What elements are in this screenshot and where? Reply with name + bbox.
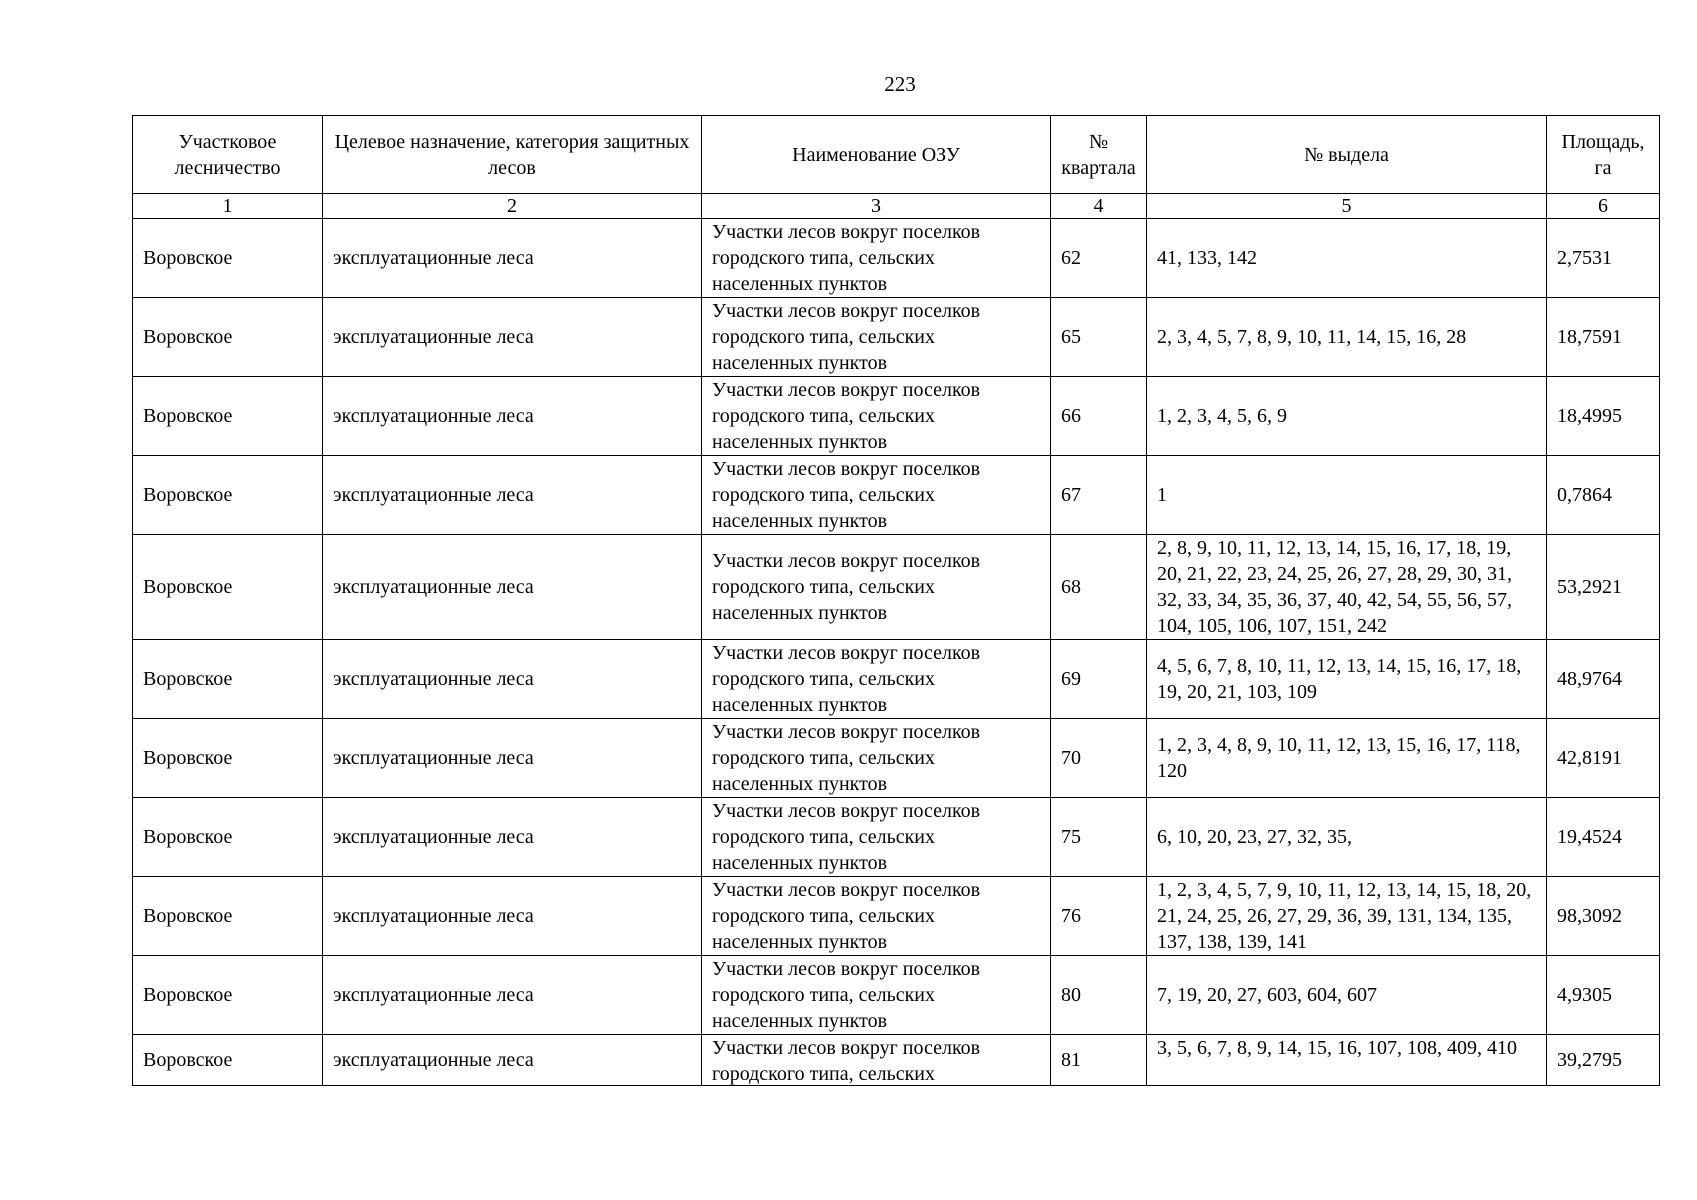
table-row [133, 377, 1660, 456]
quarter-cell: 80 [1051, 956, 1147, 1035]
forestry-cell: Воровское [133, 719, 323, 798]
header-forestry: Участковое лесничество [133, 116, 323, 194]
page-number: 223 [884, 72, 916, 96]
header-quarter: № квартала [1051, 116, 1147, 194]
area-cell: 39,2795 [1547, 1035, 1660, 1086]
table-row [133, 456, 1660, 535]
ozu-name-text: Участки лесов вокруг поселков городского типа, сельских [712, 1037, 981, 1085]
header-purpose: Целевое назначение, категория защитных лесов [323, 116, 702, 194]
area-cell: 98,3092 [1547, 877, 1660, 956]
quarter-cell: 62 [1051, 219, 1147, 298]
column-number-row [133, 194, 1660, 219]
forestry-cell: Воровское [133, 377, 323, 456]
ozu-name-cell: Участки лесов вокруг поселков городского типа, сельских населенных пунктов [702, 219, 1051, 298]
plots-cell: 2, 3, 4, 5, 7, 8, 9, 10, 11, 14, 15, 16, 28 [1147, 298, 1547, 377]
quarter-cell: 69 [1051, 640, 1147, 719]
table-row [133, 719, 1660, 798]
area-cell: 4,9305 [1547, 956, 1660, 1035]
quarter-cell: 70 [1051, 719, 1147, 798]
plots-cell: 1, 2, 3, 4, 5, 7, 9, 10, 11, 12, 13, 14, 15, 18, 20, 21, 24, 25, 26, 27, 29, 36, 39, 131, 134, 135, 137, 138, 139, 141 [1147, 877, 1547, 956]
forestry-cell: Воровское [133, 877, 323, 956]
purpose-cell: эксплуатационные леса [323, 640, 702, 719]
purpose-cell: эксплуатационные леса [323, 798, 702, 877]
column-number: 1 [133, 194, 323, 219]
plots-cell: 2, 8, 9, 10, 11, 12, 13, 14, 15, 16, 17, 18, 19, 20, 21, 22, 23, 24, 25, 26, 27, 28, 29, 30, 31, 32, 33, 34, 35, 36, 37, 40, 42, 54, 55, 56, 57, 104, 105, 106, 107, 151, 242 [1147, 535, 1547, 640]
plots-cell: 1, 2, 3, 4, 8, 9, 10, 11, 12, 13, 15, 16, 17, 118, 120 [1147, 719, 1547, 798]
ozu-name-cell: Участки лесов вокруг поселков городского типа, сельских населенных пунктов [702, 798, 1051, 877]
quarter-cell: 81 [1051, 1035, 1147, 1086]
quarter-cell: 76 [1051, 877, 1147, 956]
table-row [133, 877, 1660, 956]
column-number: 4 [1051, 194, 1147, 219]
area-cell: 18,7591 [1547, 298, 1660, 377]
area-cell: 0,7864 [1547, 456, 1660, 535]
ozu-name-cell [702, 1035, 1051, 1086]
area-cell: 18,4995 [1547, 377, 1660, 456]
table-row [133, 219, 1660, 298]
header-ozu-name: Наименование ОЗУ [702, 116, 1051, 194]
forestry-cell: Воровское [133, 535, 323, 640]
table-row [133, 798, 1660, 877]
table-row [133, 640, 1660, 719]
area-cell: 2,7531 [1547, 219, 1660, 298]
quarter-cell: 68 [1051, 535, 1147, 640]
area-cell: 48,9764 [1547, 640, 1660, 719]
forestry-cell: Воровское [133, 1035, 323, 1086]
purpose-cell: эксплуатационные леса [323, 219, 702, 298]
ozu-name-cell: Участки лесов вокруг поселков городского типа, сельских населенных пунктов [702, 456, 1051, 535]
forestry-cell: Воровское [133, 640, 323, 719]
plots-cell: 1, 2, 3, 4, 5, 6, 9 [1147, 377, 1547, 456]
table-row [133, 298, 1660, 377]
column-number: 5 [1147, 194, 1547, 219]
forestry-cell: Воровское [133, 219, 323, 298]
purpose-cell: эксплуатационные леса [323, 456, 702, 535]
column-number: 6 [1547, 194, 1660, 219]
forestry-cell: Воровское [133, 798, 323, 877]
purpose-cell: эксплуатационные леса [323, 535, 702, 640]
table-row [133, 535, 1660, 640]
table-header-row [133, 116, 1660, 194]
plots-cell: 6, 10, 20, 23, 27, 32, 35, [1147, 798, 1547, 877]
purpose-cell: эксплуатационные леса [323, 377, 702, 456]
column-number: 2 [323, 194, 702, 219]
purpose-cell: эксплуатационные леса [323, 298, 702, 377]
header-plots: № выдела [1147, 116, 1547, 194]
ozu-name-cell: Участки лесов вокруг поселков городского типа, сельских населенных пунктов [702, 956, 1051, 1035]
area-cell: 53,2921 [1547, 535, 1660, 640]
forestry-cell: Воровское [133, 298, 323, 377]
area-cell: 42,8191 [1547, 719, 1660, 798]
ozu-name-cell: Участки лесов вокруг поселков городского типа, сельских населенных пунктов [702, 877, 1051, 956]
forest-plots-table [132, 115, 1660, 1086]
purpose-cell: эксплуатационные леса [323, 719, 702, 798]
quarter-cell: 75 [1051, 798, 1147, 877]
purpose-cell: эксплуатационные леса [323, 877, 702, 956]
quarter-cell: 65 [1051, 298, 1147, 377]
ozu-name-cell: Участки лесов вокруг поселков городского типа, сельских населенных пунктов [702, 719, 1051, 798]
purpose-cell: эксплуатационные леса [323, 1035, 702, 1086]
plots-cell: 4, 5, 6, 7, 8, 10, 11, 12, 13, 14, 15, 16, 17, 18, 19, 20, 21, 103, 109 [1147, 640, 1547, 719]
forestry-cell: Воровское [133, 956, 323, 1035]
table-row [133, 956, 1660, 1035]
ozu-name-cell: Участки лесов вокруг поселков городского типа, сельских населенных пунктов [702, 535, 1051, 640]
column-number: 3 [702, 194, 1051, 219]
ozu-name-cell: Участки лесов вокруг поселков городского типа, сельских населенных пунктов [702, 377, 1051, 456]
plots-cell: 3, 5, 6, 7, 8, 9, 14, 15, 16, 107, 108, 409, 410 [1147, 1035, 1547, 1086]
ozu-name-cell: Участки лесов вокруг поселков городского типа, сельских населенных пунктов [702, 640, 1051, 719]
header-area: Площадь, га [1547, 116, 1660, 194]
ozu-name-cell: Участки лесов вокруг поселков городского типа, сельских населенных пунктов [702, 298, 1051, 377]
area-cell: 19,4524 [1547, 798, 1660, 877]
table-row [133, 1035, 1660, 1086]
plots-cell: 41, 133, 142 [1147, 219, 1547, 298]
plots-cell: 1 [1147, 456, 1547, 535]
quarter-cell: 66 [1051, 377, 1147, 456]
plots-cell: 7, 19, 20, 27, 603, 604, 607 [1147, 956, 1547, 1035]
quarter-cell: 67 [1051, 456, 1147, 535]
forestry-cell: Воровское [133, 456, 323, 535]
purpose-cell: эксплуатационные леса [323, 956, 702, 1035]
